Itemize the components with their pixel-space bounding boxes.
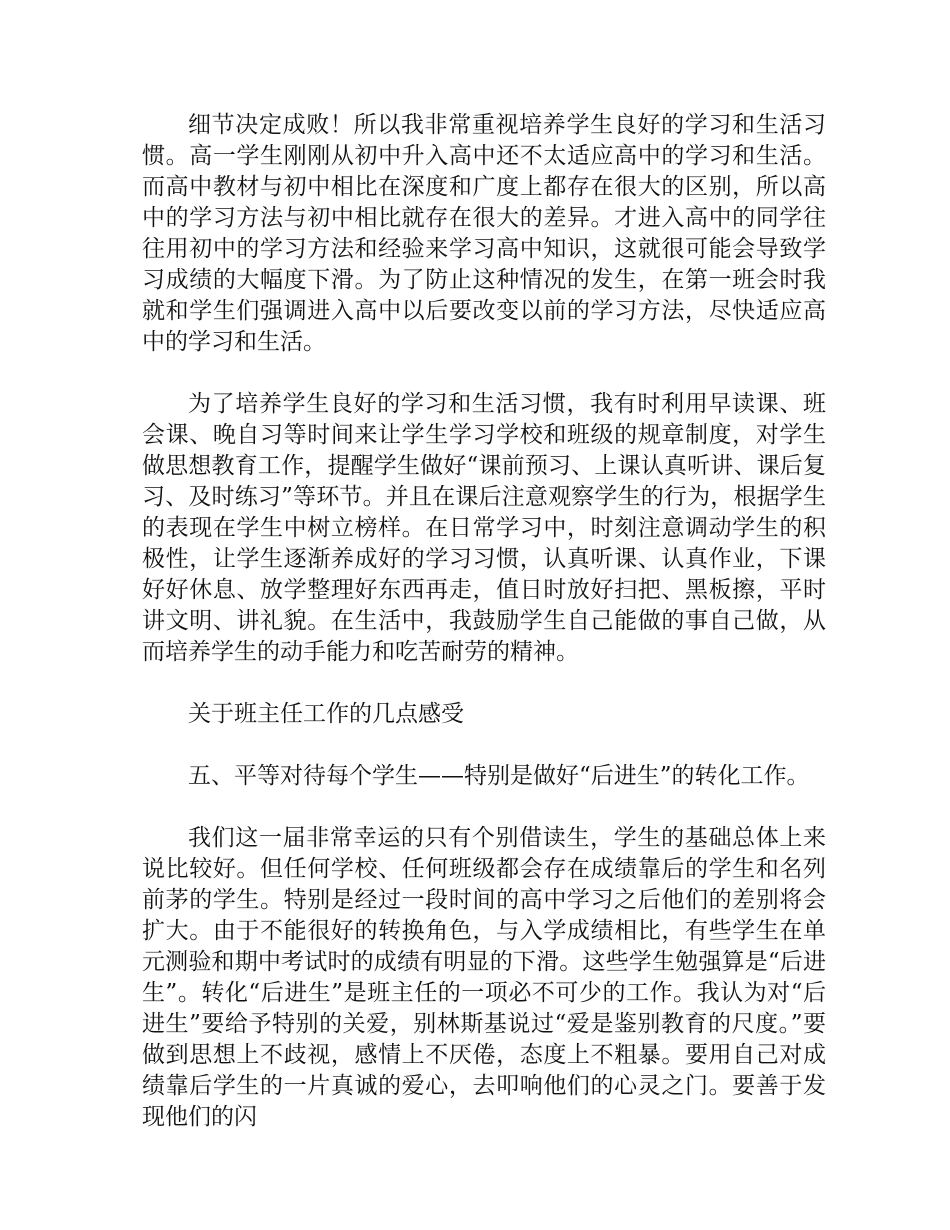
paragraph-underachievers: 我们这一届非常幸运的只有个别借读生，学生的基础总体上来说比较好。但任何学校、任何班级都会存在成绩靠后的学生和名列前茅的学生。特别是经过一段时间的高中学习之后他们的差别将会扩大。由于不能很好的转换角色，与入学成绩相比，有些学生在单元测验和期中考试时的成绩有明显的下滑。这些学生勉强算是“后进生”。转化“后进生”是班主任的一项必不可少的工作。我认为对“后进生”要给予特别的关爱，别林斯基说过“爱是鉴别教育的尺度。”要做到思想上不歧视，感情上不厌倦，态度上不粗暴。要用自己对成绩靠后学生的一片真诚的爱心，去叩响他们的心灵之门。要善于发现他们的闪 xyxy=(142,825,826,1130)
subsection-heading: 五、平等对待每个学生——特别是做好“后进生”的转化工作。 xyxy=(188,763,810,789)
paragraph-cultivating-habits: 为了培养学生良好的学习和生活习惯，我有时利用早读课、班会课、晚自习等时间来让学生学习学校和班级的规章制度，对学生做思想教育工作，提醒学生做好“课前预习、上课认真听讲、课后复习、及时练习”等环节。并且在课后注意观察学生的行为，根据学生的表现在学生中树立榜样。在日常学习中，时刻注意调动学生的积极性，让学生逐渐养成好的学习习惯，认真听课、认真作业，下课好好休息、放学整理好东西再走，值日时放好扫把、黑板擦，平时讲文明、讲礼貌。在生活中，我鼓励学生自己能做的事自己做，从而培养学生的动手能力和吃苦耐劳的精神。 xyxy=(142,391,826,665)
document-page xyxy=(142,110,826,1164)
section-heading: 关于班主任工作的几点感受 xyxy=(188,701,464,727)
paragraph-study-habits: 细节决定成败！所以我非常重视培养学生良好的学习和生活习惯。高一学生刚刚从初中升入高中还不太适应高中的学习和生活。而高中教材与初中相比在深度和广度上都存在很大的区别，所以高中的学习方法与初中相比就存在很大的差异。才进入高中的同学往往用初中的学习方法和经验来学习高中知识，这就很可能会导致学习成绩的大幅度下滑。为了防止这种情况的发生，在第一班会时我就和学生们强调进入高中以后要改变以前的学习方法，尽快适应高中的学习和生活。 xyxy=(142,112,826,355)
